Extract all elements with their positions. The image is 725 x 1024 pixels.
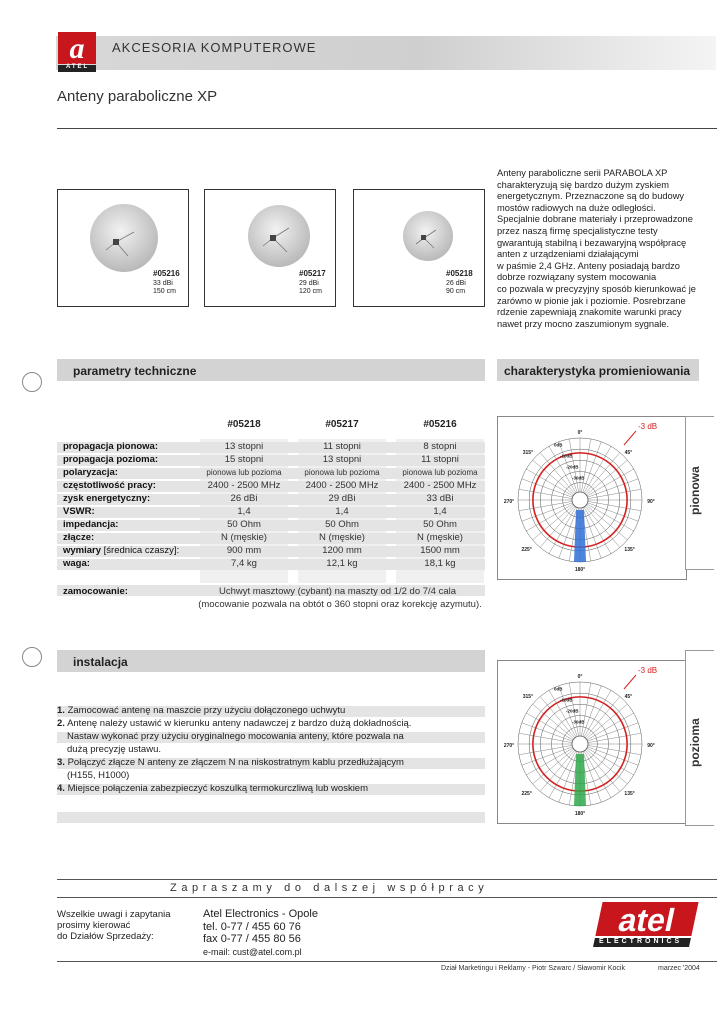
- param-value: 1,4: [335, 506, 349, 517]
- logo-sub-text: ATEL: [66, 64, 90, 70]
- description-line: przez naszą firmę specjalistyczne testy: [497, 225, 658, 236]
- logo-text: atel: [615, 902, 679, 938]
- param-label: VSWR:: [63, 506, 95, 517]
- polar-ring-label: -10dB: [560, 697, 573, 703]
- param-label: polaryzacja:: [63, 467, 118, 478]
- description-line: energetycznym. Przeznaczone są do budowy: [497, 191, 685, 202]
- param-value: pionowa lub pozioma: [304, 468, 380, 477]
- polar-chart-vertical: [497, 416, 687, 580]
- install-step-number: 1.: [57, 705, 65, 716]
- dish-image: [243, 200, 315, 272]
- polar-center: [572, 736, 588, 752]
- description-line: Specjalnie dobrane materiały i przeprowadzone: [497, 214, 693, 225]
- polar-3db-pointer: [624, 675, 636, 689]
- install-step: [67, 744, 161, 755]
- polar-ring-label: -20dB: [566, 708, 579, 714]
- param-value: 13 stopni: [224, 441, 264, 452]
- polar-chart-horizontal: [497, 660, 687, 824]
- company-email[interactable]: e-mail: cust@atel.com.pl: [203, 946, 302, 957]
- param-value: 11 stopni: [421, 454, 459, 465]
- install-step-text: Antenę należy ustawić w kierunku anteny nadawczej z bardzo dużą dokładnością.: [67, 718, 412, 729]
- param-value: 2400 - 2500 MHz: [207, 480, 281, 491]
- param-value: 50 Ohm: [423, 519, 457, 530]
- param-value: 2400 - 2500 MHz: [305, 480, 379, 491]
- polar-beam: [574, 754, 586, 806]
- description-line: co pozwala w precyzyjny sposób kierunkować je: [497, 283, 696, 294]
- table-column-header: #05218: [227, 419, 261, 430]
- section-marker: [22, 372, 42, 392]
- polar-angle-label: 135°: [624, 546, 635, 553]
- install-step-number: 3.: [57, 757, 65, 768]
- install-step-text: (H155, H1000): [67, 770, 130, 781]
- param-value: pionowa lub pozioma: [402, 468, 478, 477]
- polar-beam: [574, 510, 586, 562]
- description-line: charakteryzują się bardzo dużym zyskiem: [497, 179, 670, 190]
- install-section-title: instalacja: [73, 655, 128, 669]
- install-step: [67, 731, 404, 742]
- install-step: [57, 757, 404, 768]
- polar-angle-label: 90°: [647, 743, 655, 749]
- description-line: gwarantują stabilną i bezawaryjną współpracę: [497, 237, 687, 248]
- description-line: nawet przy mocno zaszumionym sygnale.: [497, 318, 670, 329]
- param-value: 12,1 kg: [326, 558, 358, 569]
- polar-3db-label: -3 dB: [638, 666, 658, 675]
- product-code: #05218: [446, 269, 473, 278]
- polar-angle-label: 180°: [574, 811, 586, 817]
- product-gain: 26 dBi: [446, 280, 466, 287]
- contact-note-line: do Działów Sprzedaży:: [57, 931, 154, 942]
- polar-angle-label: 0°: [577, 430, 583, 436]
- install-step: [57, 783, 368, 794]
- atel-logo: [56, 32, 98, 72]
- description-line: rdzenie zapewniają znakomite warunki pracy: [497, 307, 682, 318]
- company-name: Atel Electronics - Opole: [203, 908, 318, 920]
- install-step-text: Zamocować antenę na maszcie przy użyciu dołączonego uchwytu: [67, 705, 346, 716]
- table-column-header: #05217: [325, 419, 359, 430]
- param-label-extra: [średnica czaszy]:: [103, 545, 180, 556]
- install-row-bg: [57, 812, 485, 823]
- polar-3db-pointer: [624, 431, 636, 445]
- param-value: 1500 mm: [420, 545, 460, 556]
- description-line: w paśmie 2,4 GHz. Anteny posiadają bardzo: [497, 260, 680, 271]
- polar-3db-label: -3 dB: [638, 422, 658, 431]
- footer-credits: Dział Marketingu i Reklamy - Piotr Szwarc / Sławomir Kocik: [441, 965, 625, 972]
- mount-line-2: (mocowanie pozwala na obtót o 360 stopni oraz korekcję azymutu).: [198, 599, 482, 610]
- param-value: 50 Ohm: [325, 519, 359, 530]
- polar-angle-label: 45°: [624, 450, 633, 457]
- polar-ring-label: 0dB: [554, 686, 563, 692]
- install-step: [57, 718, 411, 729]
- logo-sub-text: ELECTRONICS: [599, 938, 683, 945]
- param-label: [63, 545, 179, 556]
- install-step-number: 2.: [57, 718, 65, 729]
- contact-note-line: Wszelkie uwagi i zapytania: [57, 909, 171, 920]
- contact-note-line: prosimy kierować: [57, 920, 131, 931]
- description-line: dobrze rozwiązany system mocowania: [497, 272, 657, 283]
- install-step-text: Połączyć złącze N anteny ze złączem N na niskostratnym kablu przedłużającym: [67, 757, 404, 768]
- product-gain: 33 dBi: [153, 280, 173, 287]
- mount-line-1: Uchwyt masztowy (cybant) na maszty od 1/2 do 7/4 cala: [218, 586, 457, 597]
- param-value: 1,4: [237, 506, 251, 517]
- footer-divider: [57, 961, 717, 962]
- polar-label-horizontal: pozioma: [688, 718, 702, 767]
- mount-label: zamocowanie:: [63, 586, 128, 597]
- install-step-number: 4.: [57, 783, 65, 794]
- param-value: 15 stopni: [224, 454, 264, 465]
- polar-angle-label: 180°: [574, 567, 586, 573]
- param-value: 33 dBi: [426, 493, 454, 504]
- polar-label-vertical: pionowa: [688, 466, 702, 515]
- product-card[interactable]: [57, 189, 189, 307]
- param-label: waga:: [63, 558, 90, 569]
- param-value: 7,4 kg: [231, 558, 257, 569]
- install-step-text: dużą precyzję ustawu.: [67, 744, 161, 755]
- param-value: N (męskie): [319, 532, 365, 543]
- polar-angle-label: 45°: [624, 694, 633, 701]
- param-label: zysk energetyczny:: [63, 493, 151, 504]
- param-label-main: wymiary: [63, 545, 102, 556]
- param-value: 8 stopni: [423, 441, 457, 452]
- company-contact: [203, 908, 318, 958]
- polar-angle-label: 270°: [503, 499, 515, 505]
- polar-angle-label: 135°: [624, 790, 635, 797]
- svg-text:a: a: [69, 32, 85, 65]
- table-column-header: #05216: [423, 419, 457, 430]
- param-label: częstotliwość pracy:: [63, 480, 156, 491]
- product-code: #05216: [153, 269, 180, 278]
- install-step: [57, 705, 345, 716]
- product-size: 150 cm: [153, 288, 176, 295]
- polar-angle-label: 0°: [577, 674, 583, 680]
- param-label: złącze:: [63, 532, 95, 543]
- param-label: propagacja pionowa:: [63, 441, 159, 452]
- polar-angle-label: 225°: [521, 546, 532, 553]
- param-value: N (męskie): [221, 532, 267, 543]
- company-fax: fax 0-77 / 455 80 56: [203, 933, 301, 945]
- params-section-title: parametry techniczne: [73, 364, 197, 378]
- param-value: 900 mm: [226, 545, 262, 556]
- polar-ring-label: -30dB: [572, 475, 585, 481]
- polar-center: [572, 492, 588, 508]
- polar-angle-label: 225°: [521, 790, 532, 797]
- footer-date: marzec '2004: [658, 965, 700, 972]
- polar-ring-label: 0dB: [554, 442, 563, 448]
- param-value: 50 Ohm: [227, 519, 261, 530]
- param-value: 18,1 kg: [424, 558, 456, 569]
- footer-divider: [57, 897, 717, 898]
- param-label: propagacja pozioma:: [63, 454, 159, 465]
- param-label: impedancja:: [63, 519, 119, 530]
- param-value: 29 dBi: [328, 493, 356, 504]
- polar-ring-label: -10dB: [560, 453, 573, 459]
- description-line: zarówno w pionie jak i poziomie. Posrebrzane: [497, 295, 686, 306]
- product-card[interactable]: [353, 189, 485, 307]
- param-value: N (męskie): [417, 532, 463, 543]
- dish-image: [392, 200, 464, 272]
- param-value: 2400 - 2500 MHz: [403, 480, 477, 491]
- description-line: Anteny paraboliczne serii PARABOLA XP: [497, 168, 668, 178]
- install-step-text: Nastaw wykonać przy użyciu oryginalnego mocowania anteny, które pozwala na: [67, 731, 404, 742]
- product-code: #05217: [299, 269, 326, 278]
- radiation-section-title: charakterystyka promieniowania: [504, 364, 691, 378]
- param-value: 11 stopni: [323, 441, 361, 452]
- atel-electronics-logo: [591, 900, 703, 948]
- polar-ring-label: -20dB: [566, 464, 579, 470]
- page-title: Anteny paraboliczne XP: [57, 88, 218, 105]
- polar-angle-label: 90°: [647, 499, 655, 505]
- install-step-text: Miejsce połączenia zabezpieczyć koszulką termokurczliwą lub woskiem: [67, 783, 369, 794]
- description-line: mostów radiowych na duże odległości.: [497, 202, 656, 213]
- param-value: 26 dBi: [230, 493, 258, 504]
- polar-angle-label: 315°: [522, 450, 534, 457]
- contact-note: [57, 909, 171, 942]
- invite-text: Zapraszamy do dalszej współpracy: [170, 882, 489, 894]
- category-title: AKCESORIA KOMPUTEROWE: [112, 40, 317, 55]
- polar-ring-label: -30dB: [572, 719, 585, 725]
- product-gain: 29 dBi: [299, 280, 319, 287]
- param-value: 13 stopni: [322, 454, 362, 465]
- product-size: 90 cm: [446, 288, 466, 295]
- dish-image: [88, 202, 160, 274]
- title-divider: [57, 128, 717, 129]
- polar-angle-label: 270°: [503, 743, 515, 749]
- product-card[interactable]: [204, 189, 336, 307]
- param-value: 1200 mm: [322, 545, 362, 556]
- description-line: anten z urządzeniami działającymi: [497, 249, 639, 260]
- product-description: [497, 168, 705, 330]
- install-step: [67, 770, 129, 781]
- footer-divider: [57, 879, 717, 880]
- param-value: pionowa lub pozioma: [206, 468, 282, 477]
- product-size: 120 cm: [299, 288, 322, 295]
- polar-angle-label: 315°: [522, 694, 534, 701]
- param-value: 1,4: [433, 506, 447, 517]
- section-marker: [22, 647, 42, 667]
- company-tel: tel. 0-77 / 455 60 76: [203, 920, 301, 933]
